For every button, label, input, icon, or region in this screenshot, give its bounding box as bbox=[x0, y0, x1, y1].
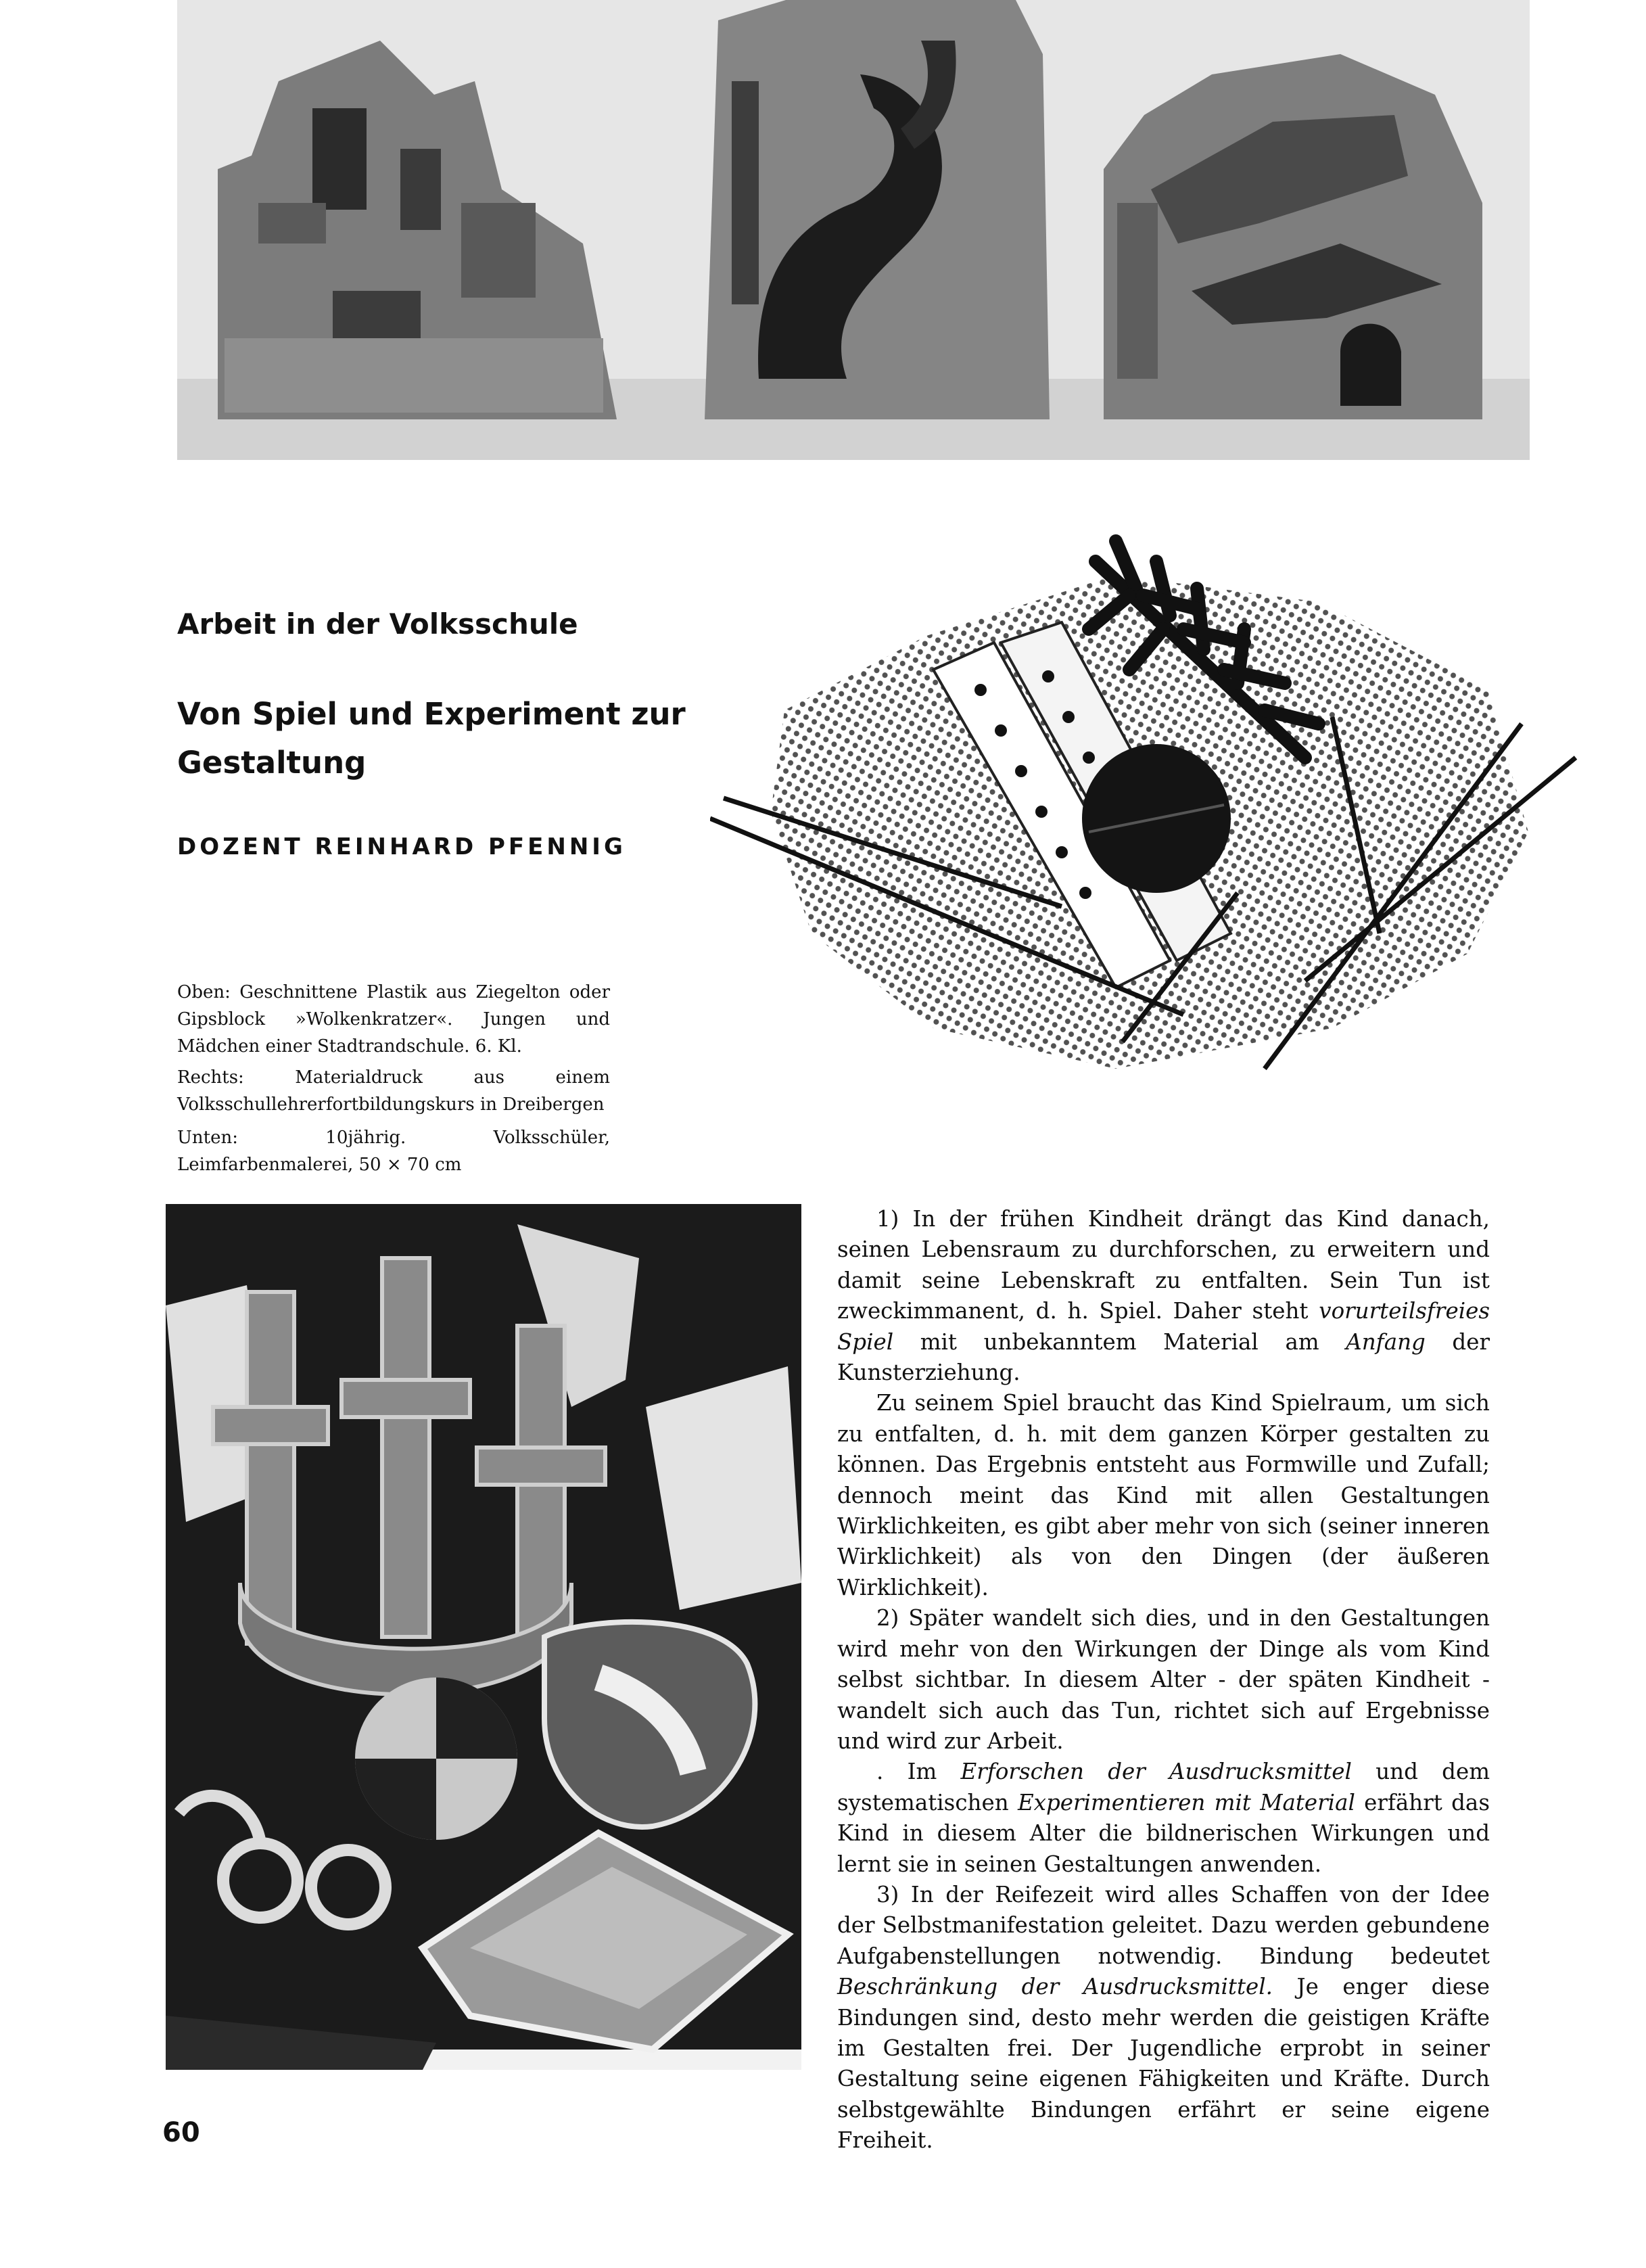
p5-text-a: 3) In der Reifezeit wird alles Schaffen von der Idee der Selbstmanifestation geleitet. Dazu werden gebundene Aufgabenstellungen notwendig. Bindung bedeutet bbox=[837, 1881, 1490, 1969]
caption-top: Oben: Geschnittene Plastik aus Ziegelton oder Gipsblock »Wolkenkratzer«. Jungen und Mädchen einer Stadtrandschule. 6. Kl. bbox=[177, 982, 610, 1057]
p5-emphasis-1: Beschränkung der Ausdrucksmittel. bbox=[837, 1974, 1273, 2000]
material-print bbox=[710, 514, 1589, 1190]
glue-colour-painting bbox=[166, 1204, 801, 2070]
p1-emphasis-1: vorurteilsfreies Spiel bbox=[837, 1298, 1490, 1355]
p1-text-a: 1) In der frühen Kindheit drängt das Kind danach, seinen Lebensraum zu durchforschen, zu erweitern und damit seine Lebenskraft zu entfalten. Sein Tun ist zweckimmanent, d. h. Spiel. Daher steht bbox=[837, 1206, 1490, 1324]
p1-text-b: mit unbekanntem Material am bbox=[893, 1328, 1346, 1355]
paragraph-1 bbox=[837, 1204, 1490, 1388]
page-number: 60 bbox=[162, 2117, 200, 2148]
caption-bottom: Unten: 10jährig. Volksschüler, Leimfarbenmalerei, 50 × 70 cm bbox=[177, 1128, 610, 1175]
sculpture-photo-graphic bbox=[177, 0, 1530, 460]
article-body bbox=[837, 1204, 1490, 2156]
p4-text-b: und dem systematischen bbox=[837, 1759, 1490, 1815]
p4-text-a: . Im bbox=[876, 1759, 961, 1785]
caption-right: Rechts: Materialdruck aus einem Volksschullehrerfortbildungskurs in Dreibergen bbox=[177, 1067, 610, 1115]
p4-emphasis-2: Experimentieren mit Material bbox=[1017, 1789, 1355, 1815]
article-title: Von Spiel und Experiment zur Gestaltung bbox=[177, 696, 686, 781]
sculpture-photo bbox=[177, 0, 1530, 460]
p1-text-c: der Kunsterziehung. bbox=[837, 1328, 1490, 1386]
paragraph-5 bbox=[837, 1880, 1490, 2156]
series-title: Arbeit in der Volksschule bbox=[177, 607, 578, 641]
paragraph-4 bbox=[837, 1757, 1490, 1880]
author-byline: DOZENT REINHARD PFENNIG bbox=[177, 833, 626, 860]
glue-colour-painting-graphic bbox=[166, 1204, 801, 2070]
p4-emphasis-1: Erforschen der Ausdrucksmittel bbox=[960, 1759, 1352, 1785]
paragraph-3: 2) Später wandelt sich dies, und in den Gestaltungen wird mehr von den Wirkungen der Dinge als vom Kind selbst sichtbar. In diesem Alter - der späten Kindheit - wandelt sich auch das Tun, richtet sich auf Ergebnisse und wird zur Arbeit. bbox=[837, 1605, 1490, 1754]
p4-text-c: erfährt das Kind in diesem Alter die bildnerischen Wirkungen und lernt sie in seinen Gestaltungen anwenden. bbox=[837, 1789, 1490, 1877]
material-print-graphic bbox=[710, 514, 1589, 1190]
paragraph-2: Zu seinem Spiel braucht das Kind Spielraum, um sich zu entfalten, d. h. mit dem ganzen Körper gestalten zu können. Das Ergebnis entsteht aus Formwille und Zufall; dennoch meint das Kind mit allen Gestaltungen Wirklichkeiten, es gibt aber mehr von sich (seiner inneren Wirklichkeit) als von den Dingen (der äußeren Wirklichkeit). bbox=[837, 1390, 1490, 1600]
p1-emphasis-2: Anfang bbox=[1346, 1328, 1426, 1355]
p5-text-b: Je enger diese Bindungen sind, desto mehr werden die geistigen Kräfte im Gestalten frei. Der Jugendliche erprobt in seiner Gestaltung seine eigenen Fähigkeiten und Kräfte. Durch selbstgewählte Bindungen erfährt er seine eigene Freiheit. bbox=[837, 1974, 1490, 2154]
